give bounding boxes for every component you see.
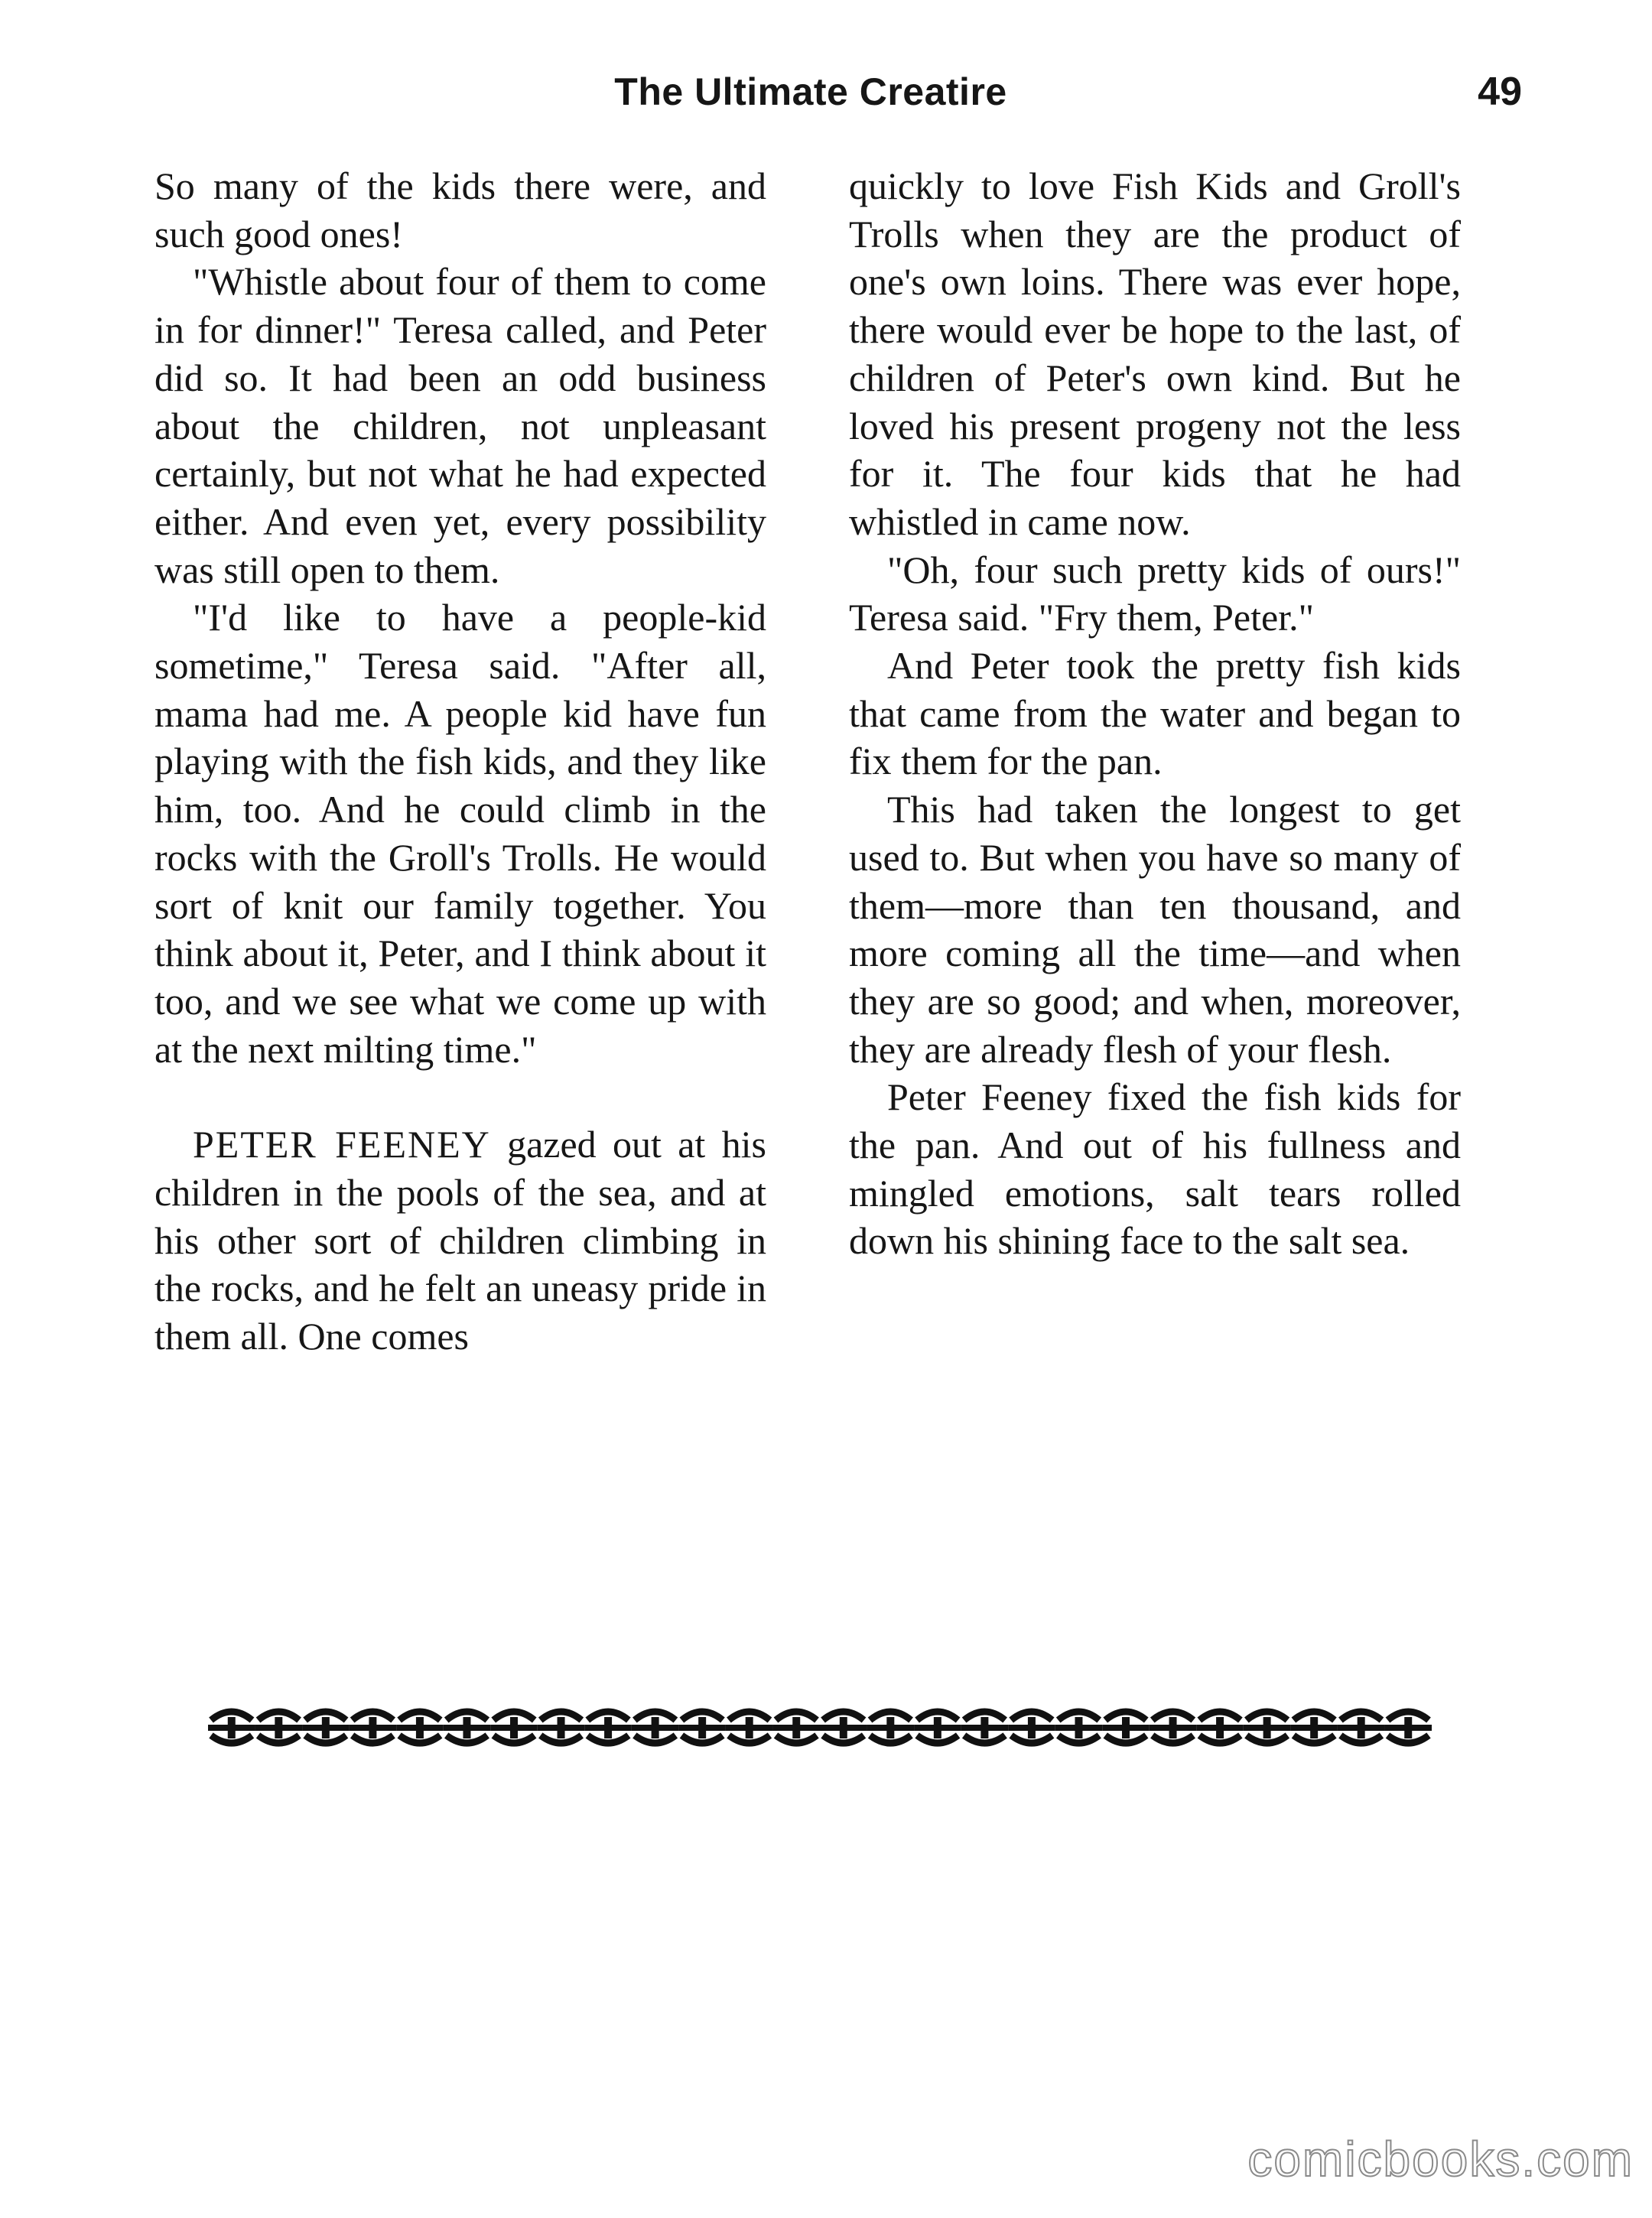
running-title: The Ultimate Creatire xyxy=(614,70,1007,113)
paragraph: Peter Feeney fixed the fish kids for the pan. And out of his fullness and mingled emotions, salt tears rolled down his shining face to the salt sea. xyxy=(849,1075,1461,1263)
chain-link-icon xyxy=(538,1712,585,1743)
chain-link-icon xyxy=(302,1712,350,1743)
page-number: 49 xyxy=(1478,70,1522,114)
decorative-chain-rule-icon xyxy=(208,1697,1432,1758)
chain-link-icon xyxy=(1008,1712,1055,1743)
chain-link-icon xyxy=(350,1712,397,1743)
paragraph: quickly to love Fish Kids and Groll's Trolls when they are the product of one's own loins. There was ever hope, there would ever be hope to the last, of children of Peter's own kind. But he loved his present progeny not the less for it. The four kids that he had whistled in came now. xyxy=(849,164,1461,543)
chain-link-icon xyxy=(1055,1712,1103,1743)
chain-link-icon xyxy=(1290,1712,1338,1743)
chain-link-icon xyxy=(396,1712,444,1743)
left-column xyxy=(154,162,766,1361)
chain-link-icon xyxy=(961,1712,1009,1743)
chain-link-icon xyxy=(490,1712,538,1743)
paragraph: "Oh, four such pretty kids of ours!" Teresa said. "Fry them, Peter." xyxy=(849,548,1461,639)
page-header xyxy=(0,67,1652,128)
chain-link-icon xyxy=(584,1712,632,1743)
section-opening-paragraph xyxy=(154,1120,766,1361)
section-paragraph-text: gazed out at his children in the pools of the sea, and at his other sort of children climbing in the rocks, and he felt an uneasy pride in them all. One comes xyxy=(154,1123,766,1358)
chain-link-icon xyxy=(1102,1712,1150,1743)
paragraph: And Peter took the pretty fish kids that came from the water and began to fix them for the pan. xyxy=(849,644,1461,783)
chain-link-icon xyxy=(772,1712,820,1743)
paragraph: "I'd like to have a people-kid sometime," Teresa said. "After all, mama had me. A people kid have fun playing with the fish kids, and they like him, too. And he could climb in the rocks with the Groll's Trolls. He would sort of knit our family together. You think about it, Peter, and I think about it too, and we see what we come up with at the next milting time." xyxy=(154,596,766,1071)
chain-link-icon xyxy=(632,1712,679,1743)
right-column xyxy=(849,162,1461,1265)
watermark: comicbooks.com xyxy=(1247,2132,1634,2187)
chain-link-icon xyxy=(444,1712,491,1743)
chain-link-icon xyxy=(1150,1712,1197,1743)
paragraph: "Whistle about four of them to come in for dinner!" Teresa called, and Peter did so. It had been an odd business about the children, not unpleasant certainly, but not what he had expected either. And even yet, every possibility was still open to them. xyxy=(154,260,766,591)
chain-link-icon xyxy=(255,1712,303,1743)
chain-link-icon xyxy=(1384,1712,1432,1743)
paragraph: This had taken the longest to get used to. But when you have so many of them—more than ten thousand, and more coming all the time—and when they are so good; and when, moreover, they are already flesh of your flesh. xyxy=(849,788,1461,1071)
chain-link-icon xyxy=(1244,1712,1291,1743)
chain-link-icon xyxy=(914,1712,961,1743)
chain-link-icon xyxy=(1196,1712,1244,1743)
chain-link-icon xyxy=(678,1712,726,1743)
chain-link-icon xyxy=(208,1712,255,1743)
chain-link-icon xyxy=(867,1712,915,1743)
chain-link-icon xyxy=(726,1712,773,1743)
paragraph: So many of the kids there were, and such good ones! xyxy=(154,164,766,255)
chain-link-icon xyxy=(1338,1712,1385,1743)
section-opening-words: PETER FEENEY xyxy=(193,1123,491,1166)
chain-link-icon xyxy=(820,1712,867,1743)
